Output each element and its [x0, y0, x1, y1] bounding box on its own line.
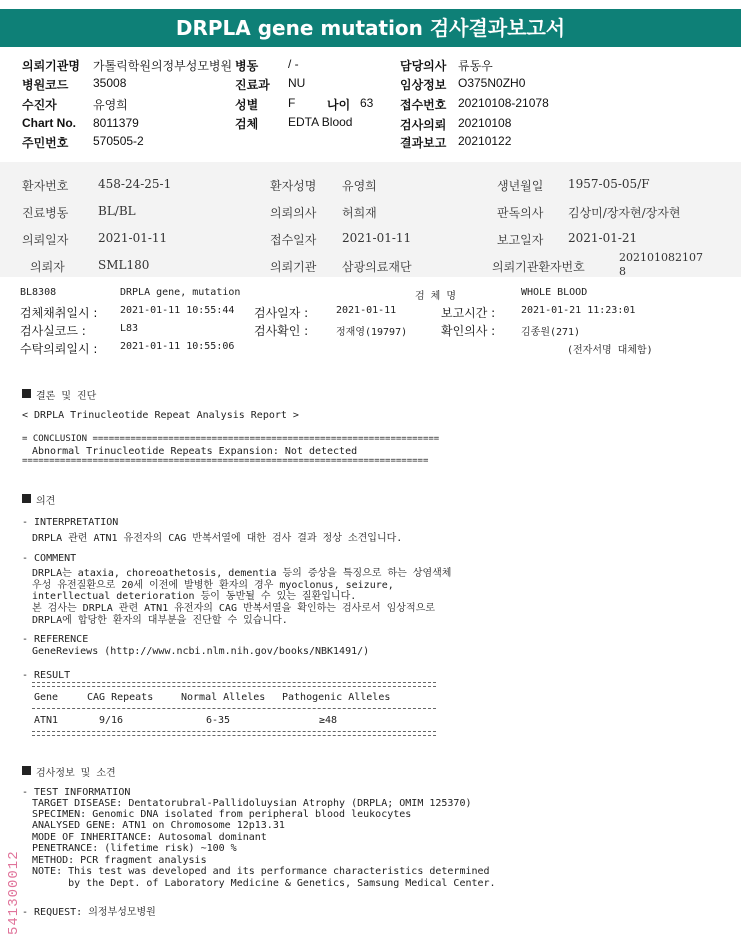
info-line-5: PENETRANCE: (lifetime risk) ~100 % — [32, 843, 237, 854]
org-value: 삼광의료재단 — [342, 260, 412, 274]
td-cag: 9/16 — [99, 715, 124, 726]
td-pathogenic: ≥48 — [319, 715, 338, 726]
report-title: DRPLA gene mutation 검사결과보고서 — [0, 9, 741, 47]
ref-head: - REFERENCE — [22, 634, 89, 645]
name-label: 환자성명 — [270, 179, 317, 193]
info-line-7: NOTE: This test was developed and its performance characteristics determined — [32, 866, 490, 877]
th-normal: Normal Alleles — [181, 692, 266, 703]
info-head: - TEST INFORMATION — [22, 787, 131, 798]
ward-box-label: 진료병동 — [22, 206, 69, 220]
requester-value: SML180 — [98, 258, 150, 272]
chart-label: Chart No. — [22, 116, 76, 130]
org-pid-value-1: 202101082107 — [619, 251, 703, 264]
e-sign-note: (전자서명 대체함) — [567, 345, 653, 356]
age-value: 63 — [360, 96, 374, 110]
req-doc-label: 의뢰의사 — [270, 206, 317, 220]
request-line: - REQUEST: 의정부성모병원 — [22, 907, 156, 918]
collect-label: 검체채취일시 : — [20, 306, 98, 320]
resident-label: 주민번호 — [22, 136, 69, 150]
section-info-title: 검사정보 및 소견 — [36, 768, 116, 779]
room-value: L83 — [120, 323, 139, 334]
rec-date-label: 접수일자 — [270, 233, 317, 247]
report-value: 20210122 — [458, 134, 512, 148]
report-subtitle: < DRPLA Trinucleotide Repeat Analysis Report > — [22, 410, 299, 421]
hospital-code-label: 병원코드 — [22, 78, 69, 92]
test-name: DRPLA gene, mutation — [120, 287, 241, 298]
room-label: 검사실코드 : — [20, 324, 86, 338]
sex-label: 성별 — [235, 98, 259, 112]
org-label: 의뢰기관 — [270, 260, 317, 274]
comment-line-5: DRPLA에 합당한 환자의 대부분을 진단할 수 있습니다. — [32, 615, 288, 626]
birth-label: 생년월일 — [497, 179, 544, 193]
interp-head: - INTERPRETATION — [22, 517, 119, 528]
th-cag: CAG Repeats — [87, 692, 154, 703]
req-date-label: 의뢰일자 — [22, 233, 69, 247]
table-bottom-rule-2 — [32, 735, 436, 736]
org-pid-value-2: 8 — [619, 265, 626, 278]
table-top-rule — [32, 682, 436, 683]
info-line-2: SPECIMEN: Genomic DNA isolated from peripheral blood leukocytes — [32, 809, 412, 820]
report-time-value: 2021-01-21 11:23:01 — [521, 305, 636, 316]
req-date-value: 2021-01-11 — [98, 231, 168, 245]
table-mid-rule — [32, 708, 436, 709]
req-doc-value: 허희재 — [342, 206, 377, 220]
reception-label: 접수번호 — [400, 98, 447, 112]
doctor-label: 담당의사 — [400, 59, 447, 73]
comment-line-4: 본 검사는 DRPLA 관련 ATN1 유전자의 CAG 반복서열을 확인하는 검사로서 임상적으로 — [32, 603, 435, 614]
collect-value: 2021-01-11 10:55:44 — [120, 305, 235, 316]
comment-line-3: interllectual deterioration 등이 동반될 수 있는 질환입니다. — [32, 591, 357, 602]
consign-label: 수탁의뢰일시 : — [20, 342, 98, 356]
table-bottom-rule — [32, 731, 436, 732]
rep-date-value: 2021-01-21 — [568, 231, 638, 245]
birth-value: 1957-05-05/F — [568, 177, 650, 191]
comment-head: - COMMENT — [22, 553, 77, 564]
org-pid-label: 의뢰기관환자번호 — [492, 260, 585, 274]
side-serial-number: 541300012 — [6, 850, 22, 935]
clinical-value: O375N0ZH0 — [458, 76, 526, 90]
square-bullet-icon — [22, 494, 31, 503]
verify-value: 김종원(271) — [521, 327, 581, 338]
rec-date-value: 2021-01-11 — [342, 231, 412, 245]
test-code: BL8308 — [20, 287, 57, 298]
conclusion-end: =========================================================================== — [22, 456, 429, 466]
specimen-value: EDTA Blood — [288, 115, 353, 129]
confirm-label: 검사확인 : — [254, 324, 309, 338]
specimen-name-value: WHOLE BLOOD — [521, 287, 588, 298]
section-result-title: 결론 및 진단 — [36, 391, 97, 402]
rep-date-label: 보고일자 — [497, 233, 544, 247]
resident-value: 570505-2 — [93, 134, 144, 148]
result-head: - RESULT — [22, 670, 71, 681]
clinical-label: 임상정보 — [400, 78, 447, 92]
info-line-8: by the Dept. of Laboratory Medicine & Genetics, Samsung Medical Center. — [32, 878, 496, 889]
pid-label: 환자번호 — [22, 179, 69, 193]
conclusion-text: Abnormal Trinucleotide Repeats Expansion: Not detected — [32, 446, 358, 457]
age-label: 나이 — [327, 98, 351, 112]
reception-value: 20210108-21078 — [458, 96, 549, 110]
report-label: 결과보고 — [400, 136, 447, 150]
pid-value: 458-24-25-1 — [98, 177, 172, 191]
test-date-value: 2021-01-11 — [336, 305, 397, 316]
ward-box-value: BL/BL — [98, 204, 136, 218]
patient-label: 수진자 — [22, 98, 57, 112]
th-pathogenic: Pathogenic Alleles — [282, 692, 391, 703]
specimen-name-label: 검 체 명 — [415, 291, 457, 302]
interp-text: DRPLA 관련 ATN1 유전자의 CAG 반복서열에 대한 검사 결과 정상 소견입니다. — [32, 533, 403, 544]
square-bullet-icon — [22, 389, 31, 398]
doctor-value: 류동우 — [458, 59, 493, 73]
section-result — [22, 387, 96, 402]
info-line-6: METHOD: PCR fragment analysis — [32, 855, 207, 866]
td-normal: 6-35 — [206, 715, 231, 726]
td-gene: ATN1 — [34, 715, 59, 726]
ward-value: / - — [288, 57, 299, 71]
ward-label: 병동 — [235, 59, 259, 73]
request-value: 20210108 — [458, 116, 512, 130]
comment-line-1: DRPLA는 ataxia, choreoathetosis, dementia 등의 증상을 특징으로 하는 상염색체 — [32, 568, 452, 579]
institution-label: 의뢰기관명 — [22, 59, 80, 73]
specimen-label: 검체 — [235, 117, 259, 131]
requester-label: 의뢰자 — [30, 260, 65, 274]
section-opinion — [22, 492, 55, 507]
section-info — [22, 764, 116, 779]
sex-value: F — [288, 96, 296, 110]
conclusion-head: = CONCLUSION ================================================================ — [22, 434, 440, 444]
confirm-value: 정재영(19797) — [336, 327, 408, 338]
th-gene: Gene — [34, 692, 59, 703]
request-label: 검사의뢰 — [400, 118, 447, 132]
table-top-rule-2 — [32, 686, 436, 687]
verify-label: 확인의사 : — [441, 324, 496, 338]
ref-text: GeneReviews (http://www.ncbi.nlm.nih.gov/books/NBK1491/) — [32, 646, 370, 657]
test-date-label: 검사일자 : — [254, 306, 309, 320]
square-bullet-icon — [22, 766, 31, 775]
institution-value: 가톨릭학원의정부성모병원 — [93, 59, 233, 73]
patient-value: 유영희 — [93, 98, 128, 112]
consign-value: 2021-01-11 10:55:06 — [120, 341, 235, 352]
chart-value: 8011379 — [93, 116, 139, 130]
info-line-1: TARGET DISEASE: Dentatorubral-Pallidoluysian Atrophy (DRPLA; OMIM 125370) — [32, 798, 472, 809]
dept-label: 진료과 — [235, 78, 270, 92]
dept-value: NU — [288, 76, 306, 90]
section-opinion-title: 의견 — [36, 496, 56, 507]
report-time-label: 보고시간 : — [441, 306, 496, 320]
comment-line-2: 우성 유전질환으로 20세 이전에 발병한 환자의 경우 myoclonus, seizure, — [32, 580, 394, 591]
info-line-3: ANALYSED GENE: ATN1 on Chromosome 12p13.31 — [32, 820, 285, 831]
hospital-code-value: 35008 — [93, 76, 127, 90]
info-line-4: MODE OF INHERITANCE: Autosomal dominant — [32, 832, 267, 843]
name-value: 유영희 — [342, 179, 377, 193]
judge-label: 판독의사 — [497, 206, 544, 220]
judge-value: 김상미/장자현/장자현 — [568, 206, 681, 220]
